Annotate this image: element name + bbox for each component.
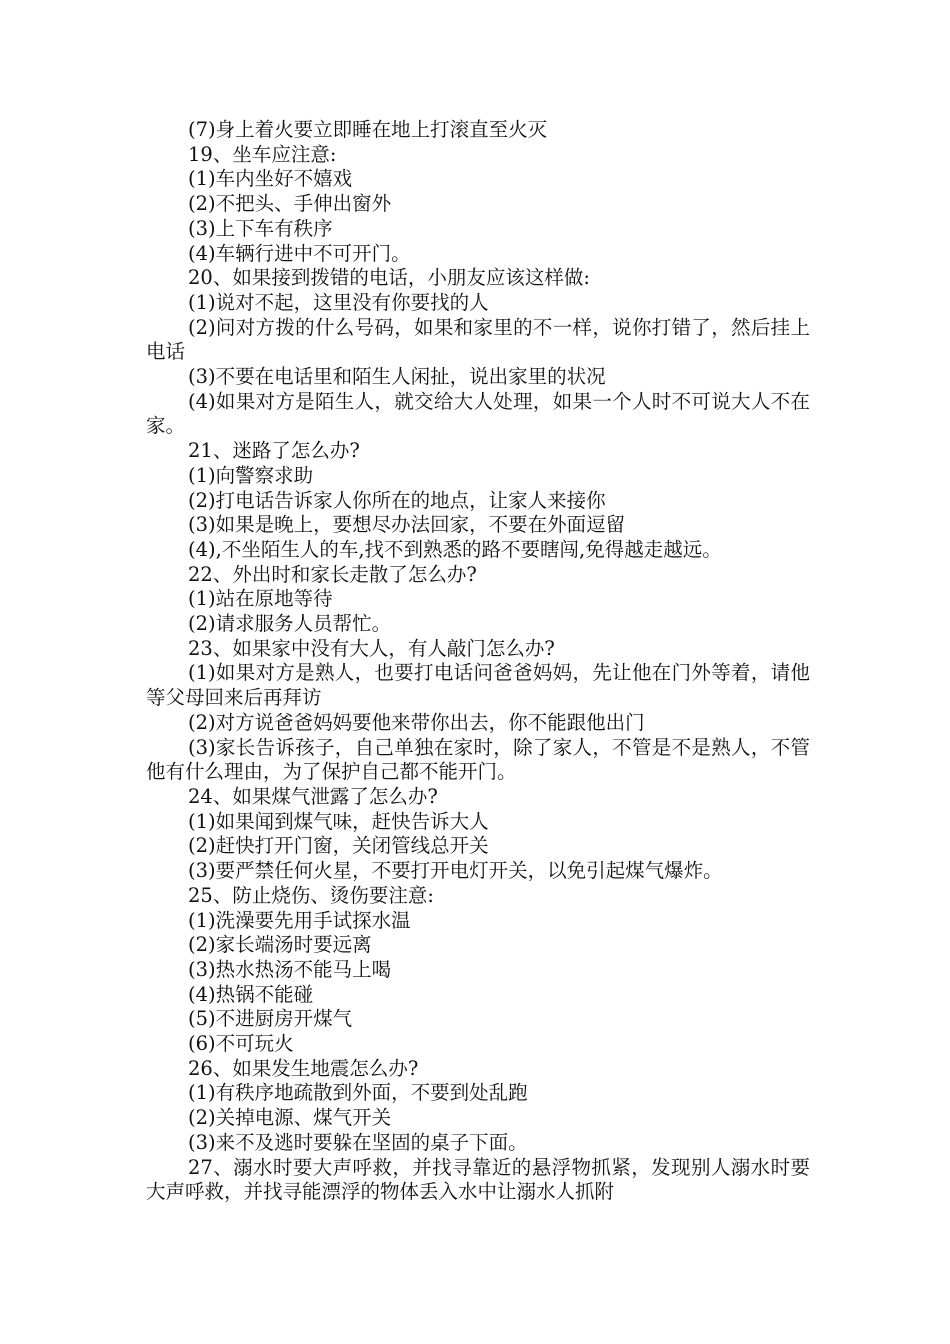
paragraph-27: (3)要严禁任何火星，不要打开电灯开关，以免引起煤气爆炸。	[188, 859, 723, 883]
paragraph-3: (1)车内坐好不嬉戏	[188, 167, 353, 191]
paragraph-7: 20、如果接到拨错的电话，小朋友应该这样做:	[188, 266, 590, 290]
paragraph-32: (4)热锅不能碰	[188, 982, 314, 1006]
paragraph-5: (3)上下车有秩序	[188, 216, 333, 240]
paragraph-39: 27、溺水时要大声呼救，并找寻靠近的悬浮物抓紧，发现别人溺水时要大声呼救，并找寻能漂浮的物体丢入水中让溺水人抓附	[146, 1155, 810, 1204]
paragraph-23: (3)家长告诉孩子，自己单独在家时，除了家人，不管是不是熟人，不管他有什么理由，为了保护自己都不能开门。	[146, 735, 810, 784]
paragraph-1: (7)身上着火要立即睡在地上打滚直至火灭	[188, 118, 548, 141]
paragraph-4: (2)不把头、手伸出窗外	[188, 192, 392, 216]
paragraph-15: (3)如果是晚上，要想尽办法回家，不要在外面逗留	[188, 513, 626, 537]
paragraph-31: (3)热水热汤不能马上喝	[188, 957, 392, 981]
paragraph-14: (2)打电话告诉家人你所在的地点，让家人来接你	[188, 488, 606, 512]
paragraph-2: 19、坐车应注意:	[188, 142, 337, 166]
paragraph-34: (6)不可玩火	[188, 1032, 294, 1056]
paragraph-6: (4)车辆行进中不可开门。	[188, 241, 411, 265]
paragraph-25: (1)如果闻到煤气味，赶快告诉大人	[188, 809, 489, 833]
paragraph-8: (1)说对不起，这里没有你要找的人	[188, 290, 489, 314]
paragraph-38: (3)来不及逃时要躲在坚固的桌子下面。	[188, 1130, 528, 1154]
paragraph-26: (2)赶快打开门窗，关闭管线总开关	[188, 834, 489, 858]
paragraph-10: (3)不要在电话里和陌生人闲扯，说出家里的状况	[188, 365, 606, 389]
paragraph-37: (2)关掉电源、煤气开关	[188, 1106, 392, 1130]
paragraph-18: (1)站在原地等待	[188, 587, 333, 611]
paragraph-24: 24、如果煤气泄露了怎么办?	[188, 784, 438, 808]
paragraph-30: (2)家长端汤时要远离	[188, 933, 372, 957]
paragraph-20: 23、如果家中没有大人，有人敲门怎么办?	[188, 636, 555, 660]
paragraph-11: (4)如果对方是陌生人，就交给大人处理，如果一个人时不可说大人不在家。	[146, 389, 810, 438]
paragraph-33: (5)不进厨房开煤气	[188, 1007, 353, 1031]
paragraph-16: (4),不坐陌生人的车,找不到熟悉的路不要瞎闯,免得越走越远。	[188, 537, 722, 561]
document-body	[146, 118, 810, 1205]
paragraph-9: (2)问对方拨的什么号码，如果和家里的不一样，说你打错了，然后挂上电话	[146, 315, 810, 364]
paragraph-19: (2)请求服务人员帮忙。	[188, 612, 392, 636]
paragraph-22: (2)对方说爸爸妈妈要他来带你出去，你不能跟他出门	[188, 710, 645, 734]
paragraph-28: 25、防止烧伤、烫伤要注意:	[188, 883, 434, 907]
paragraph-21: (1)如果对方是熟人，也要打电话问爸爸妈妈，先让他在门外等着，请他等父母回来后再拜访	[146, 661, 810, 710]
paragraph-35: 26、如果发生地震怎么办?	[188, 1056, 419, 1080]
paragraph-12: 21、迷路了怎么办?	[188, 439, 360, 463]
paragraph-17: 22、外出时和家长走散了怎么办?	[188, 562, 477, 586]
paragraph-13: (1)向警察求助	[188, 463, 314, 487]
paragraph-36: (1)有秩序地疏散到外面，不要到处乱跑	[188, 1081, 528, 1105]
paragraph-29: (1)洗澡要先用手试探水温	[188, 908, 411, 932]
